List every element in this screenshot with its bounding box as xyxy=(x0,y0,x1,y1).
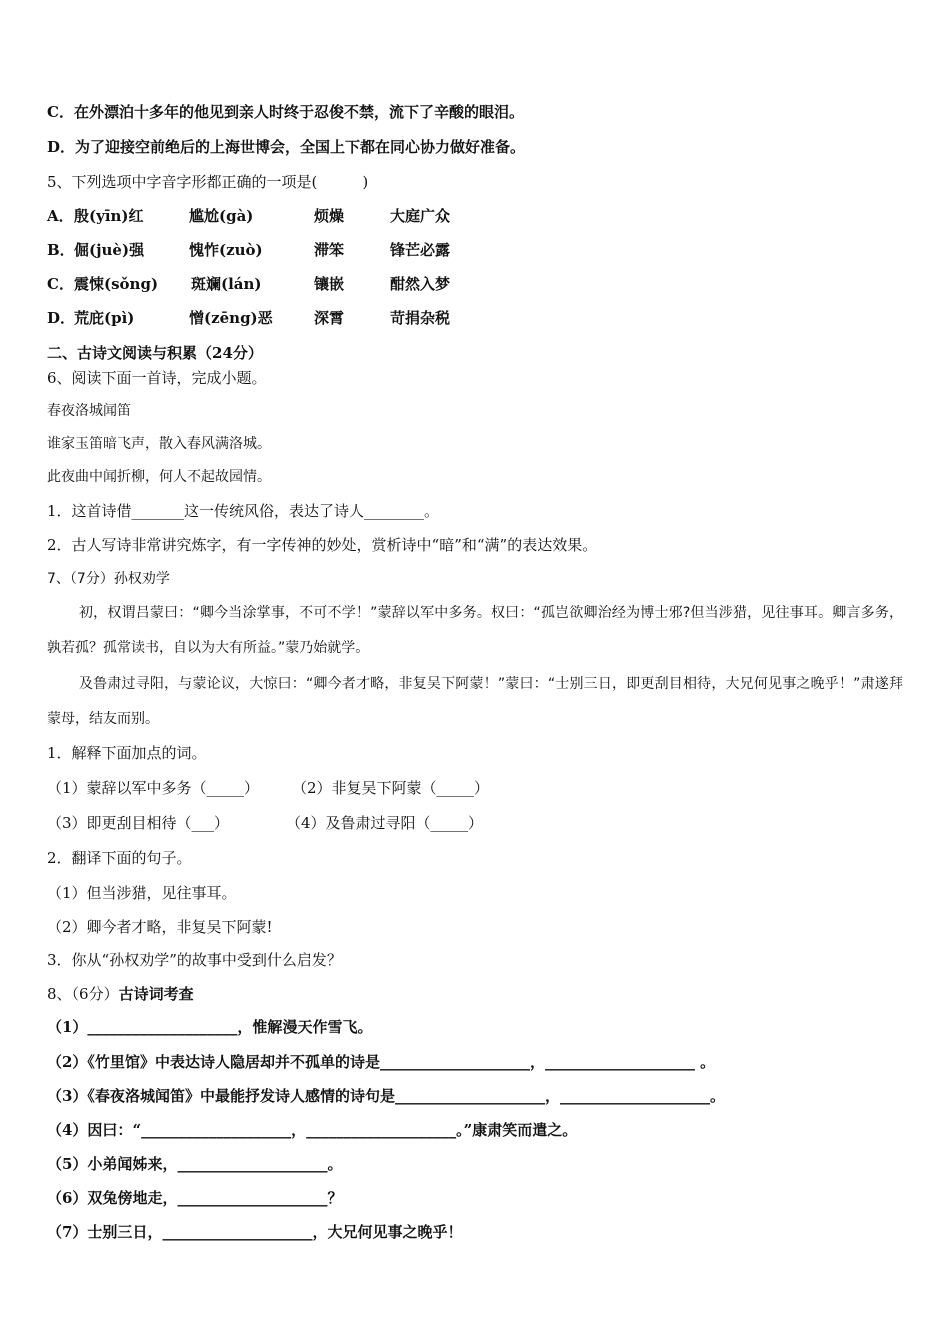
option-item: 愧怍(zuò) xyxy=(189,241,263,259)
option-item: 镶嵌 xyxy=(314,275,345,293)
option-label: D． xyxy=(47,309,76,327)
word-item: （4）及鲁肃过寻阳（_____） xyxy=(286,814,484,832)
q4-option-c: C．在外漂泊十多年的他见到亲人时终于忍俊不禁，流下了辛酸的眼泪。 xyxy=(47,103,524,121)
option-item: 荒庇(pì) xyxy=(74,309,135,327)
translate-item: （2）卿今者才略，非复吴下阿蒙! xyxy=(47,918,273,936)
word-item: （2）非复吴下阿蒙（_____） xyxy=(292,779,490,797)
poem-title: 春夜洛城闻笛 xyxy=(47,403,131,419)
q7-passage-para2: 及鲁肃过寻阳，与蒙论议，大惊曰：“卿今者才略，非复吴下阿蒙！”蒙曰：“士别三日，即更刮目相待，大兄何见事之晚乎！”肃遂拜蒙母，结友而别。 xyxy=(47,676,903,727)
q8-item: （4）因曰：“____________________，____________________。”康肃笑而遣之。 xyxy=(47,1121,578,1139)
q6-stem: 6、阅读下面一首诗，完成小题。 xyxy=(47,369,267,387)
option-label: B． xyxy=(47,241,75,259)
option-item: 烦燥 xyxy=(314,207,345,225)
option-item: 震悚(sǒng) xyxy=(74,275,159,293)
option-item: 殷(yīn)红 xyxy=(74,207,144,225)
q8-stem: 8、（6分）古诗词考查 xyxy=(47,985,194,1003)
option-item: 滞笨 xyxy=(314,241,345,259)
poem-line: 此夜曲中闻折柳，何人不起故园情。 xyxy=(47,469,271,485)
word-item: （3）即更刮目相待（___） xyxy=(47,814,230,832)
q4-option-d: D．为了迎接空前绝后的上海世博会，全国上下都在同心协力做好准备。 xyxy=(47,138,526,156)
section-title: 二、古诗文阅读与积累（24分） xyxy=(47,344,263,362)
q8-item: （1）____________________，惟解漫天作雪飞。 xyxy=(47,1018,373,1036)
q8-item: （3）《春夜洛城闻笛》中最能抒发诗人感情的诗句是____________________，____________________。 xyxy=(47,1087,725,1105)
option-item: 尴尬(gà) xyxy=(189,207,254,225)
option-item: 斑斓(lán) xyxy=(191,275,262,293)
q8-item: （6）双兔傍地走，____________________？ xyxy=(47,1189,343,1207)
option-label: C． xyxy=(47,275,74,293)
option-item: 大庭广众 xyxy=(390,207,451,225)
option-item: 苛捐杂税 xyxy=(390,309,451,327)
q7-passage-para1: 初，权谓吕蒙曰：“卿今当涂掌事，不可不学！”蒙辞以军中多务。权曰：“孤岂欲卿治经为博士邪?但当涉猎，见往事耳。卿言多务，孰若孤？孤常读书，自以为大有所益。”蒙乃始就学。 xyxy=(47,605,903,656)
option-item: 深霄 xyxy=(314,309,345,327)
q8-item: （7）士别三日，____________________，大兄何见事之晚乎！ xyxy=(47,1223,463,1241)
translate-item: （1）但当涉猎，见往事耳。 xyxy=(47,884,237,902)
q5-stem: 5、下列选项中字音字形都正确的一项是( ) xyxy=(47,173,369,191)
q8-item: （2）《竹里馆》中表达诗人隐居却并不孤单的诗是____________________，____________________ 。 xyxy=(47,1053,716,1071)
q6-sub1: 1．这首诗借_______这一传统风俗，表达了诗人________。 xyxy=(47,502,440,520)
q6-sub2: 2．古人写诗非常讲究炼字，有一字传神的妙处，赏析诗中“暗”和“满”的表达效果。 xyxy=(47,536,598,554)
option-item: 倔(juè)强 xyxy=(74,241,145,259)
q7-sub1: 1．解释下面加点的词。 xyxy=(47,744,207,762)
poem-line: 谁家玉笛暗飞声，散入春风满洛城。 xyxy=(47,436,271,452)
option-item: 憎(zēng)恶 xyxy=(189,309,273,327)
q8-item: （5）小弟闻姊来，____________________。 xyxy=(47,1155,343,1173)
q7-sub3: 3．你从“孙权劝学”的故事中受到什么启发？ xyxy=(47,951,342,969)
option-label: A． xyxy=(47,207,74,225)
q7-sub2: 2．翻译下面的句子。 xyxy=(47,849,192,867)
option-item: 酣然入梦 xyxy=(390,275,451,293)
word-item: （1）蒙辞以军中多务（_____） xyxy=(47,779,260,797)
q7-stem: 7、（7分）孙权劝学 xyxy=(47,571,170,587)
option-item: 锋芒必露 xyxy=(390,241,451,259)
